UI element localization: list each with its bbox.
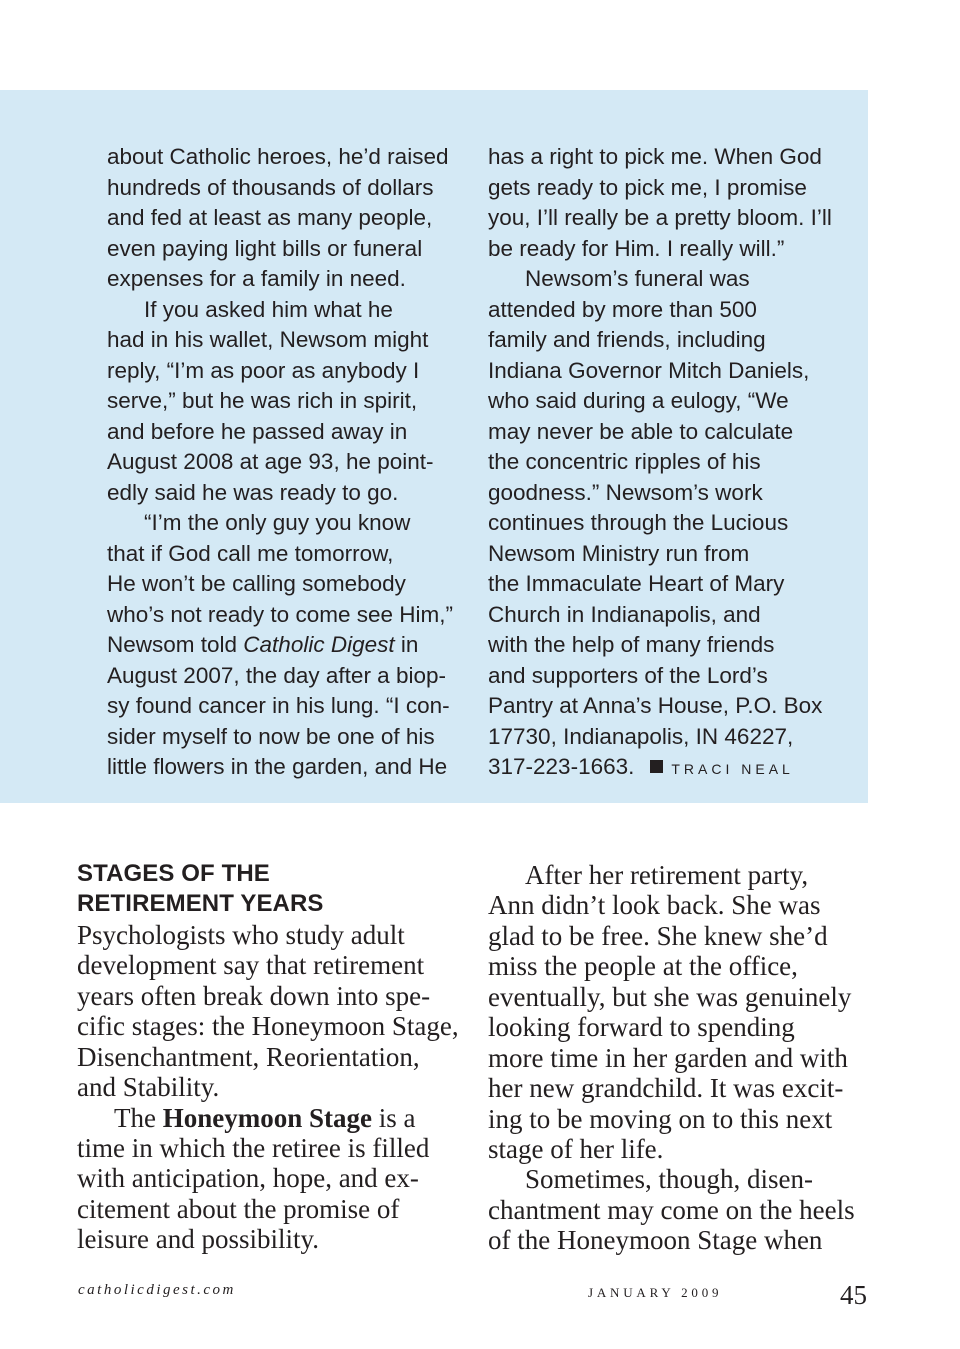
article-left-line: Disenchantment, Reorientation, xyxy=(77,1041,420,1072)
article-right-line: looking forward to spending xyxy=(488,1012,795,1043)
sidebar-right-line: you, I’ll really be a pretty bloom. I’ll xyxy=(488,205,832,230)
footer-issue-date: JANUARY 2009 xyxy=(588,1285,723,1300)
sidebar-left-line: edly said he was ready to go. xyxy=(107,479,399,505)
article-right-line: glad to be free. She knew she’d xyxy=(488,920,828,951)
article-right-line: After her retirement party, xyxy=(525,860,809,890)
article-left-line xyxy=(77,1103,459,1133)
sidebar-left-line: reply, “I’m as poor as anybody I xyxy=(107,357,420,383)
article-left-line: cific stages: the Honeymoon Stage, xyxy=(77,1011,459,1042)
article-left-line: and Stability. xyxy=(77,1072,220,1103)
line-text: in xyxy=(394,632,419,657)
sidebar-left-line: He won’t be calling somebody xyxy=(107,571,406,596)
sidebar-right-line: Newsom’s funeral was xyxy=(525,266,750,291)
sidebar-left-line: expenses for a family in need. xyxy=(107,266,406,291)
sidebar-right-line: attended by more than 500 xyxy=(488,296,757,322)
page-number: 45 xyxy=(840,1280,867,1310)
sidebar-left-line: and before he passed away in xyxy=(107,418,408,444)
article-left-line: with anticipation, hope, and ex- xyxy=(77,1163,419,1194)
article-left-line: time in which the retiree is filled xyxy=(77,1132,430,1163)
sidebar-left-line: serve,” but he was rich in spirit, xyxy=(107,388,418,413)
sidebar-left-line: sider myself to now be one of his xyxy=(107,723,435,749)
sidebar-left-line: “I’m the only guy you know xyxy=(144,510,411,535)
sidebar-right-line: with the help of many friends xyxy=(488,632,775,657)
line-text: Newsom told xyxy=(107,632,244,657)
author-byline: TRACI NEAL xyxy=(671,761,794,777)
footer-website: catholicdigest.com xyxy=(78,1282,236,1298)
article-right-line: chantment may come on the heels xyxy=(488,1194,855,1225)
section-heading: RETIREMENT YEARS xyxy=(77,890,324,918)
stage-term: Honeymoon Stage xyxy=(162,1102,372,1133)
sidebar-left-line: who’s not ready to come see Him,” xyxy=(107,601,453,627)
end-mark-icon xyxy=(650,760,663,773)
sidebar-right-line: the concentric ripples of his xyxy=(488,449,761,474)
sidebar-left-line: August 2008 at age 93, he point- xyxy=(107,449,434,474)
sidebar-right-line: Newsom Ministry run from xyxy=(488,540,750,566)
article-right-line: ing to be moving on to this next xyxy=(488,1103,833,1134)
sidebar-right-line: be ready for Him. I really will.” xyxy=(488,235,785,261)
article-left-line: leisure and possibility. xyxy=(77,1224,319,1255)
article-right-line: of the Honeymoon Stage when xyxy=(488,1225,823,1256)
sidebar-left-line: about Catholic heroes, he’d raised xyxy=(107,144,449,169)
article-left-column xyxy=(77,859,459,1255)
sidebar-left-line: had in his wallet, Newsom might xyxy=(107,327,429,352)
sidebar-left-line: little flowers in the garden, and He xyxy=(107,754,448,779)
sidebar-left-line: August 2007, the day after a biop- xyxy=(107,662,446,688)
sidebar-right-line: may never be able to calculate xyxy=(488,418,794,444)
article-left-line: years often break down into spe- xyxy=(77,980,431,1011)
line-text: The xyxy=(114,1102,163,1133)
sidebar-left-column xyxy=(107,142,453,783)
sidebar-right-line: family and friends, including xyxy=(488,327,766,352)
article-right-line: miss the people at the office, xyxy=(488,951,798,982)
article-right-line: more time in her garden and with xyxy=(488,1042,848,1073)
sidebar-right-line: the Immaculate Heart of Mary xyxy=(488,571,785,596)
sidebar-right-line: goodness.” Newsom’s work xyxy=(488,479,763,505)
article-right-line: her new grandchild. It was excit- xyxy=(488,1073,844,1104)
publication-title: Catholic Digest xyxy=(243,632,395,657)
line-text: 317-223-1663. xyxy=(488,754,635,779)
section-heading: STAGES OF THE xyxy=(77,860,270,887)
sidebar-right-line xyxy=(488,752,832,783)
sidebar-right-line: has a right to pick me. When God xyxy=(488,144,822,169)
sidebar-right-column xyxy=(488,142,832,783)
article-right-column xyxy=(488,860,855,1256)
sidebar-left-line: hundreds of thousands of dollars xyxy=(107,174,434,200)
article-right-line: eventually, but she was genuinely xyxy=(488,981,852,1012)
article-left-line: development say that retirement xyxy=(77,950,425,981)
sidebar-right-line: Pantry at Anna’s House, P.O. Box xyxy=(488,693,823,718)
sidebar-right-line: Indiana Governor Mitch Daniels, xyxy=(488,357,810,383)
sidebar-right-line: continues through the Lucious xyxy=(488,510,789,535)
article-right-line: Ann didn’t look back. She was xyxy=(488,890,821,921)
sidebar-right-line: gets ready to pick me, I promise xyxy=(488,174,807,200)
sidebar-left-line: If you asked him what he xyxy=(144,296,393,322)
sidebar-right-line: 17730, Indianapolis, IN 46227, xyxy=(488,723,794,749)
sidebar-right-line: who said during a eulogy, “We xyxy=(488,388,789,413)
line-text: is a xyxy=(371,1102,416,1133)
sidebar-left-line: even paying light bills or funeral xyxy=(107,235,423,261)
article-left-line: citement about the promise of xyxy=(77,1193,400,1224)
article-right-line: stage of her life. xyxy=(488,1133,664,1164)
sidebar-left-line: that if God call me tomorrow, xyxy=(107,540,394,566)
sidebar-left-line: sy found cancer in his lung. “I con- xyxy=(107,693,450,718)
sidebar-right-line: Church in Indianapolis, and xyxy=(488,601,761,627)
article-left-line: Psychologists who study adult xyxy=(77,919,405,950)
sidebar-left-line xyxy=(107,630,453,661)
sidebar-left-line: and fed at least as many people, xyxy=(107,205,433,230)
sidebar-right-line: and supporters of the Lord’s xyxy=(488,662,768,688)
article-right-line: Sometimes, though, disen- xyxy=(525,1164,813,1195)
